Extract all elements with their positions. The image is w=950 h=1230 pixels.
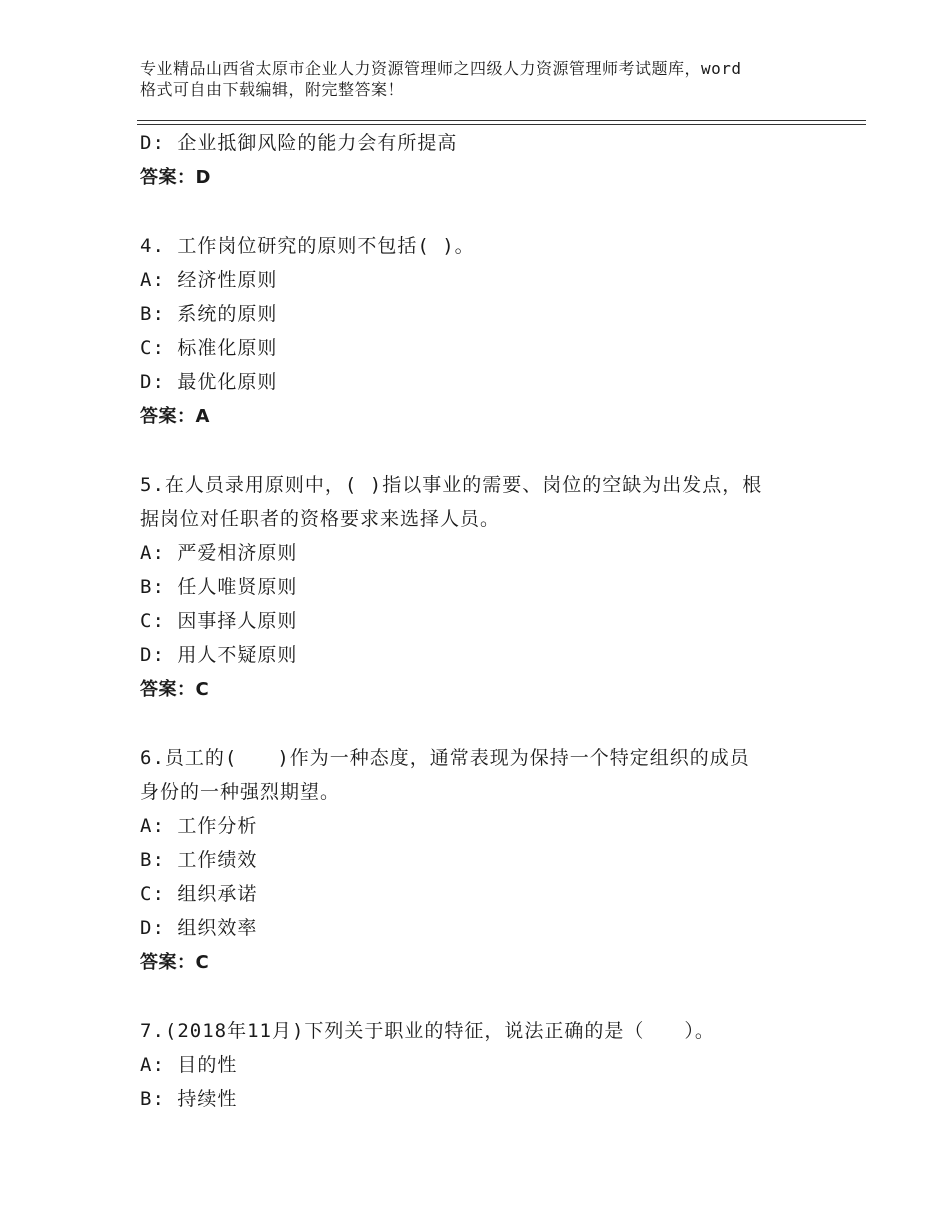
document-header: [140, 58, 840, 100]
q7-stem: 7.(2018年11月)下列关于职业的特征，说法正确的是（ ）。: [140, 1020, 715, 1042]
q5-stem-line1: 5.在人员录用原则中，( )指以事业的需要、岗位的空缺为出发点，根: [140, 474, 763, 496]
q6-stem-line2: 身份的一种强烈期望。: [140, 781, 341, 803]
q5-option-a: A: 严爱相济原则: [140, 542, 298, 564]
q5-option-d: D: 用人不疑原则: [140, 644, 298, 666]
q4-option-c: C: 标准化原则: [140, 337, 278, 359]
q3-answer: 答案：D: [140, 167, 211, 188]
q7-option-b: B: 持续性: [140, 1088, 238, 1110]
q5-option-b: B: 任人唯贤原则: [140, 576, 298, 598]
q3-option-d: D: 企业抵御风险的能力会有所提高: [140, 132, 458, 154]
q7-option-a: A: 目的性: [140, 1054, 238, 1076]
q4-answer: 答案：A: [140, 406, 210, 427]
q6-answer: 答案：C: [140, 952, 210, 973]
q6-stem-line1: 6.员工的( )作为一种态度，通常表现为保持一个特定组织的成员: [140, 747, 750, 769]
q6-option-a: A: 工作分析: [140, 815, 258, 837]
header-title-line2: 格式可自由下载编辑，附完整答案！: [140, 80, 405, 99]
q5-stem-line2: 据岗位对任职者的资格要求来选择人员。: [140, 508, 501, 530]
q4-stem: 4. 工作岗位研究的原则不包括( )。: [140, 235, 475, 257]
q6-option-c: C: 组织承诺: [140, 883, 258, 905]
q4-option-d: D: 最优化原则: [140, 371, 278, 393]
q4-option-a: A: 经济性原则: [140, 269, 278, 291]
header-rule-thick: [137, 120, 866, 121]
q4-option-b: B: 系统的原则: [140, 303, 278, 325]
q6-option-d: D: 组织效率: [140, 917, 258, 939]
q5-answer: 答案：C: [140, 679, 210, 700]
header-title-line1: 专业精品山西省太原市企业人力资源管理师之四级人力资源管理师考试题库，word: [140, 59, 742, 78]
header-rule-thin: [137, 124, 866, 125]
q6-option-b: B: 工作绩效: [140, 849, 258, 871]
q5-option-c: C: 因事择人原则: [140, 610, 298, 632]
